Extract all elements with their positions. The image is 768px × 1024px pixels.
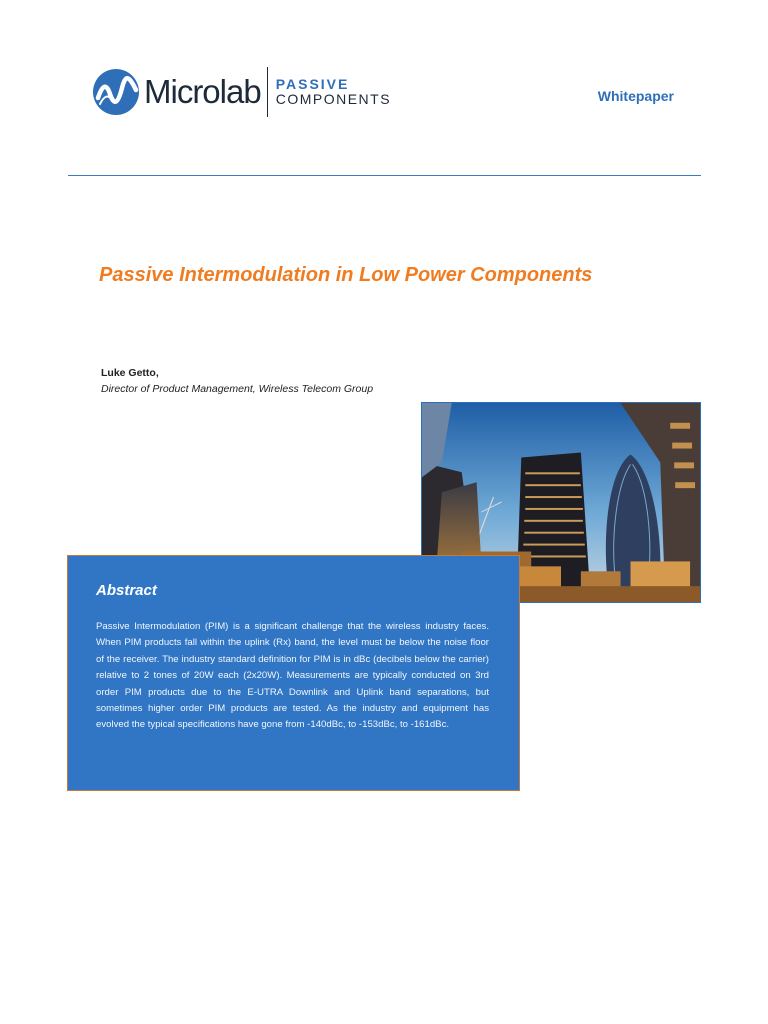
- brand-logo: [92, 66, 391, 118]
- abstract-body: Passive Intermodulation (PIM) is a significant challenge that the wireless industry faces. When PIM products fall within the uplink (Rx) band, the level must be below the noise floor of the receiver. The industry standard definition for PIM is in dBc (decibels below the carrier) relative to 2 tones of 20W each (2x20W). Measurements are typically conducted on 3rd order PIM products due to the E-UTRA Downlink and Uplink band separations, but sometimes higher order PIM products are tested. As the industry and equipment has evolved the typical specifications have gone from -140dBc, to -153dBc, to -161dBc.: [96, 621, 489, 731]
- author-name: Luke Getto,: [101, 367, 159, 379]
- header-divider: [68, 175, 701, 176]
- microlab-logo-icon: [92, 68, 140, 116]
- logo-divider: [267, 67, 268, 117]
- document-title: Passive Intermodulation in Low Power Components: [99, 264, 593, 286]
- brand-subtitle: [276, 77, 391, 107]
- abstract-box: [67, 555, 520, 791]
- brand-subtitle-line2: COMPONENTS: [275, 91, 392, 107]
- document-type-label: Whitepaper: [597, 88, 674, 104]
- brand-subtitle-line1: PASSIVE: [275, 76, 350, 92]
- abstract-heading: Abstract: [96, 582, 157, 599]
- brand-name: Microlab: [144, 73, 261, 110]
- author-role: Director of Product Management, Wireless Telecom Group: [101, 383, 374, 395]
